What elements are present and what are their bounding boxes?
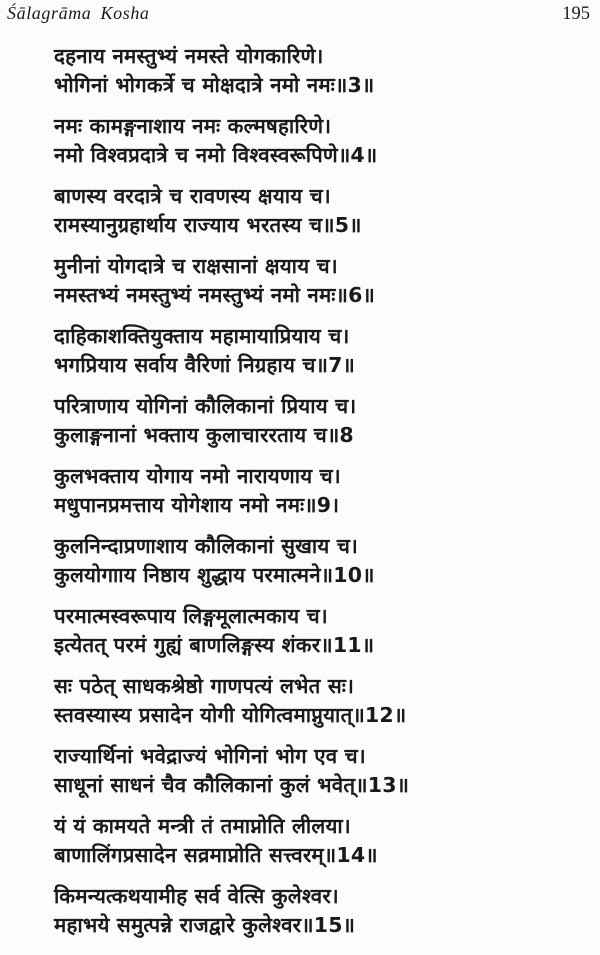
- verse-couplet-7: [54, 322, 600, 380]
- verse-line: नमस्तभ्यं नमस्तुभ्यं नमस्तुभ्यं नमो नमः॥6॥: [54, 283, 376, 307]
- verse-couplet-10: [54, 532, 600, 590]
- verse-couplet-14: [54, 812, 600, 870]
- verse-couplet-15: [54, 882, 600, 940]
- verse-line: यं यं कामयते मन्त्री तं तमाप्नोति लीलया।: [54, 814, 351, 838]
- verse-line: कुलनिन्दाप्रणाशाय कौलिकानां सुखाय च।: [54, 534, 359, 558]
- verse-couplet-8: [54, 392, 600, 450]
- verse-line: दाहिकाशक्तियुक्ताय महामायाप्रियाय च।: [54, 324, 350, 348]
- page-header: [0, 0, 600, 25]
- verse-couplet-9: [54, 462, 600, 520]
- verse-line: नमो विश्वप्रदात्रे च नमो विश्वस्वरूपिणे॥4॥: [54, 143, 378, 167]
- page-number: 195: [562, 4, 590, 24]
- verse-line: भोगिनां भोगकर्त्रे च मोक्षदात्रे नमो नमः॥3॥: [54, 73, 375, 97]
- verse-line: मधुपानप्रमत्ताय योगेशाय नमो नमः॥9।: [54, 493, 340, 517]
- verse-line: साधूनां साधनं चैव कौलिकानां कुलं भवेत्॥13॥: [54, 773, 410, 797]
- verse-line: कुलभक्ताय योगाय नमो नारायणाय च।: [54, 464, 341, 488]
- verse-couplet-13: [54, 742, 600, 800]
- verse-line: कुलाङ्गनानां भक्ताय कुलाचाररताय च॥8: [54, 423, 354, 447]
- verse-couplet-3: [54, 42, 600, 100]
- verse-line: बाणस्य वरदात्रे च रावणस्य क्षयाय च।: [54, 184, 331, 208]
- verse-line: दहनाय नमस्तुभ्यं नमस्ते योगकारिणे।: [54, 44, 324, 68]
- book-title: Śālagrāma Kosha: [7, 3, 150, 23]
- verse-couplet-5: [54, 182, 600, 240]
- verse-line: इत्येतत् परमं गुह्यं बाणलिङ्गस्य शंकर॥11॥: [54, 633, 375, 657]
- verse-line: नमः कामङ्गनाशाय नमः कल्मषहारिणे।: [54, 114, 332, 138]
- verse-line: महाभये समुत्पन्ने राजद्वारे कुलेश्वर॥15॥: [54, 913, 356, 937]
- verse-text-block: [0, 25, 600, 940]
- verse-line: बाणालिंगप्रसादेन सव्रमाप्नोति सत्त्वरम्॥14॥: [54, 843, 378, 867]
- verse-line: सः पठेत् साधकश्रेष्ठो गाणपत्यं लभेत सः।: [54, 674, 355, 698]
- verse-line: भगप्रियाय सर्वाय वैरिणां निग्रहाय च॥7॥: [54, 353, 356, 377]
- verse-line: राज्यार्थिनां भवेद्राज्यं भोगिनां भोग एव च।: [54, 744, 366, 768]
- verse-couplet-12: [54, 672, 600, 730]
- verse-line: मुनीनां योगदात्रे च राक्षसानां क्षयाय च।: [54, 254, 338, 278]
- verse-line: परमात्मस्वरूपाय लिङ्गमूलात्मकाय च।: [54, 604, 328, 628]
- verse-couplet-4: [54, 112, 600, 170]
- verse-line: रामस्यानुग्रहार्थाय राज्याय भरतस्य च॥5॥: [54, 213, 362, 237]
- verse-couplet-6: [54, 252, 600, 310]
- verse-line: कुलयोगााय निष्ठाय शुद्धाय परमात्मने॥10॥: [54, 563, 375, 587]
- verse-couplet-11: [54, 602, 600, 660]
- verse-line: किमन्यत्कथयामीह सर्व वेत्सि कुलेश्वर।: [54, 884, 339, 908]
- verse-line: स्तवस्यास्य प्रसादेन योगी योगित्वमाप्नुयात्॥12॥: [54, 703, 407, 727]
- verse-line: परित्राणाय योगिनां कौलिकानां प्रियाय च।: [54, 394, 357, 418]
